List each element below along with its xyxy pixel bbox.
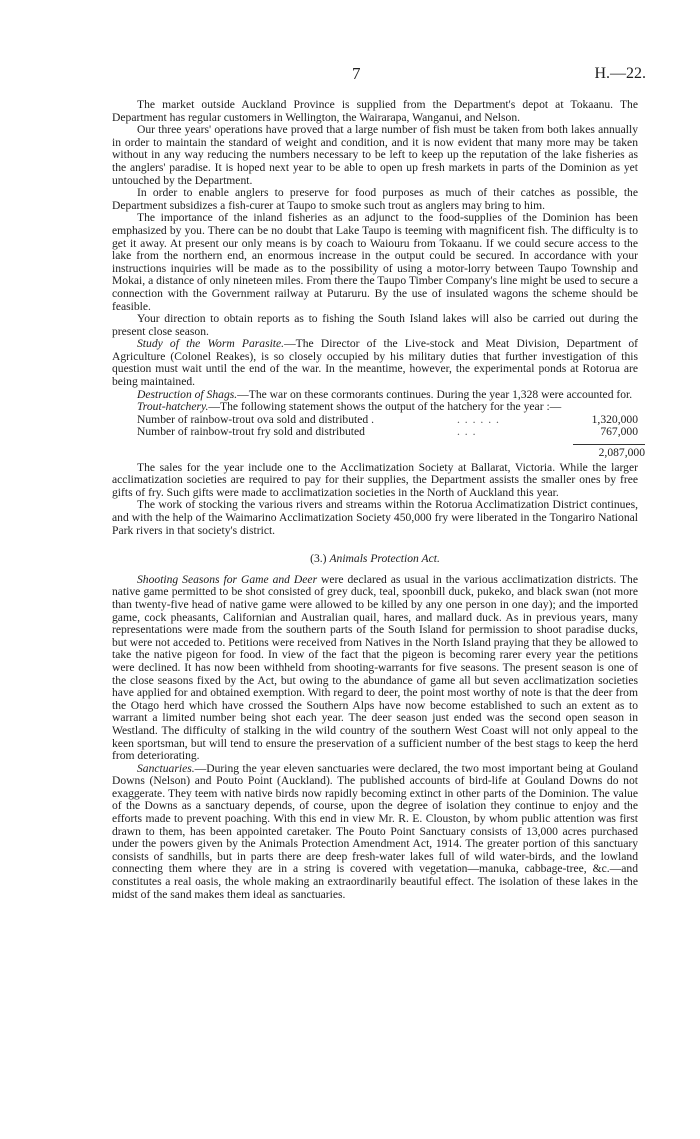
row-value: 767,000 [600,425,638,439]
table-row [137,426,638,439]
hatchery-total: 2,087,000 [598,446,645,460]
worm-parasite-heading: Study of the Worm Parasite. [137,337,285,351]
paragraph-south-island: Your direction to obtain reports as to fishing the South Island lakes will also be carried out during the present close season. [112,312,638,338]
shooting-seasons-text: were declared as usual in the various acclimatization districts. The native game permitted to be shot consisted of grey duck, teal, spoonbill duck, pukeko, and black swan (not more than twenty-five head of native game were allowed to be killed by any one person in one day); and the imported game, cock pheasants, Californian and Australian quail, hares, and mallard duck. As in previous years, many representations were made from the southern parts of the South Island for permission to shoot paradise ducks, but were not acceded to. Petitions were received from Natives in the North Island praying that they be allowed to take the native pigeon for food. In view of the fact that the pigeon is becoming rarer every year the petitions were declined. It has now been withheld from shooting-warrants for five seasons. The present season is one of the close seasons fixed by the Act, but owing to the abundance of game all but seven acclimatization societies have applied for and obtained exemption. With regard to deer, the point most worthy of note is that the deer from the Otago herd which have crossed the Southern Alps have now become established to such an extent as to warrant a limited number being shot each year. The deer season just ended was the second open season in Westland. The difficulty of stalking in the wild country of the southern West Coast will not only appeal to the keen sportsman, but will tend to ensure the preservation of a sufficient number of the best stags to keep the herd from deteriorating. [112,572,639,763]
paragraph-sales: The sales for the year include one to the Acclimatization Society at Ballarat, Victoria. While the larger acclimatization societies are required to pay for their supplies, the Department assists the smaller ones by free gifts of fry. Such gifts were made to acclimatization societies in the North of Auckland this year. [112,460,638,499]
row-label: Number of rainbow-trout ova sold and distributed . [137,412,374,426]
paragraph-stocking: The work of stocking the various rivers and streams within the Rotorua Acclimatization District continues, and with the help of the Waimarino Acclimatization Society 450,000 fry were liberated in the Tongariro National Park rivers in that society's district. [112,498,638,537]
shags-text: —The war on these cormorants continues. During the year 1,328 were accounted for. [237,387,633,401]
section-title: Animals Protection Act. [329,552,440,566]
row-value: 1,320,000 [591,412,638,426]
section-number: (3.) [310,552,327,566]
total-rule [573,444,645,445]
row-leader-dots: . . . [457,425,477,439]
paragraph-shooting-seasons [112,574,638,763]
paragraph-trout-hatchery [112,401,638,414]
trout-hatchery-heading: Trout-hatchery. [137,400,209,414]
paragraph-market: The market outside Auckland Province is supplied from the Department's depot at Tokaanu. The Department has regular customers in Wellington, the Wairarapa, Wanganui, and Nelson. [112,98,638,124]
shooting-seasons-heading: Shooting Seasons for Game and Deer [137,572,318,586]
row-leader-dots: . . . . . . [457,412,500,426]
section-heading [112,553,638,566]
hatchery-output-table [137,414,638,439]
paragraph-inland-fisheries: The importance of the inland fisheries as an adjunct to the food-supplies of the Dominion has been emphasized by you. There can be no doubt that Lake Taupo is teeming with magnificent fish. The difficulty is to get it away. At present our only means is by coach to Waiouru from Tokaanu. If we could secure access to the lake from the northern end, an enormous increase in the output could be secured. In accordance with your instructions inquiries will be made as to the possibility of using a motor-lorry between Taupo Township and Mokai, a distance of only nineteen miles. From there the Taupo Timber Company's line might be used to secure a connection with the Government railway at Putaruru. By the use of insulated wagons the scheme should be feasible. [112,211,638,313]
page-number: 7 [352,64,361,83]
shags-heading: Destruction of Shags. [137,387,238,401]
worm-parasite-text: —The Director of the Live-stock and Meat Division, Department of Agriculture (Colonel Reakes), is so closely occupied by his military duties that further investigation of this question must wait until the end of the war. In the meantime, however, the experimental ponds at Rotorua are being maintained. [112,337,639,389]
sanctuaries-heading: Sanctuaries. [137,761,195,775]
body-text [112,98,645,901]
page-header [0,64,700,84]
sanctuaries-text: —During the year eleven sanctuaries were declared, the two most important being at Gouland Downs (Nelson) and Pouto Point (Auckland). The published accounts of bird-life at Gouland Downs do not exaggerate. They teem with native birds now rapidly becoming extinct in other parts of the Dominion. The value of the Downs as a sanctuary depends, of course, upon the degree of isolation they continue to enjoy and the efforts made to prevent poaching. With this end in view Mr. R. E. Clouston, by whom public attention was first drawn to them, has been appointed caretaker. The Pouto Point Sanctuary consists of 13,000 acres purchased under the powers given by the Animals Protection Amendment Act, 1914. The greater portion of this sanctuary consists of sandhills, but in parts there are deep fresh-water lakes full of wild water-birds, and the lowland connecting them where they are in a string is covered with vegetation—manuka, cabbage-tree, &c.—and constitutes a real oasis, the whole making an extraordinarily beautiful effect. The isolation of these lakes in the midst of the sand makes them ideal as sanctuaries. [112,761,638,901]
paragraph-operations: Our three years' operations have proved that a large number of fish must be taken from both lakes annually in order to maintain the standard of weight and condition, and it is now evident that many more may be taken without in any way reducing the numbers necessary to be left to keep up the reputation of the lake fisheries as the anglers' paradise. It is hoped next year to be able to open up fresh markets in parts of the Dominion as yet untouched by the Department. [112,123,638,187]
paragraph-fish-curer: In order to enable anglers to preserve for food purposes as much of their catches as possible, the Department subsidizes a fish-curer at Taupo to smoke such trout as anglers may bring to him. [112,186,638,212]
trout-hatchery-text: —The following statement shows the output of the hatchery for the year :— [208,400,562,414]
row-label: Number of rainbow-trout fry sold and distributed [137,425,365,439]
paragraph-sanctuaries [112,763,638,902]
document-reference: H.—22. [594,65,646,82]
paragraph-worm-parasite [112,338,638,388]
